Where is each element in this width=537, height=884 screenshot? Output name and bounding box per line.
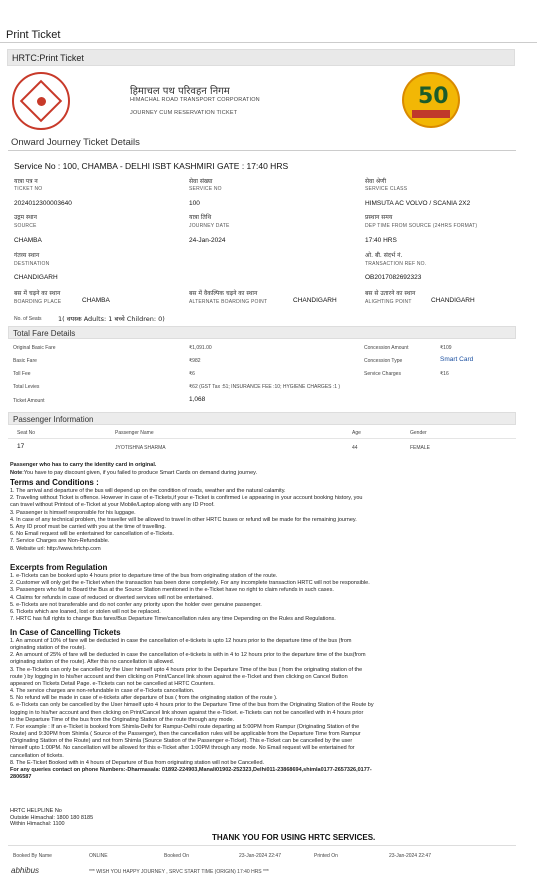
excerpt-item: 6. Tickets which are loaned, lost or stolen will not be replaced. — [10, 609, 161, 616]
fare-section-header — [8, 326, 516, 339]
service-no-value: 100 — [189, 200, 200, 207]
table-divider — [8, 438, 516, 439]
cancel-heading: In Case of Cancelling Tickets — [10, 628, 121, 637]
page-title: Print Ticket — [6, 29, 61, 41]
seats-label: No. of Seats — [14, 316, 42, 322]
cancel-list — [10, 638, 526, 781]
col-gender: Gender — [410, 430, 427, 436]
ticket-no-hindi: यात्रा पत्र न — [14, 178, 38, 185]
passenger-section-header — [8, 412, 516, 425]
col-age: Age — [352, 430, 361, 436]
onward-divider — [8, 150, 516, 151]
col-passenger-name: Passenger Name — [115, 430, 154, 436]
destination-label: DESTINATION — [14, 261, 50, 267]
service-class-hindi: सेवा श्रेणी — [365, 178, 386, 185]
dep-time-value: 17:40 HRS — [365, 237, 397, 244]
cancel-item: 8. The E-Ticket Booked with in 4 hours of Departure of Bus from originating station will not be Cancelled. — [10, 759, 265, 766]
journey-date-hindi: यात्रा तिथि — [189, 214, 212, 221]
toll-fee-value: ₹6 — [189, 371, 195, 377]
service-class-label: SERVICE CLASS — [365, 186, 408, 192]
booked-on-value: 23-Jan-2024 22:47 — [239, 853, 281, 859]
passenger-age: 44 — [352, 445, 358, 451]
wish-message: *** WISH YOU HAPPY JOURNEY , SRVC START TIME (ORIGIN) 17:40 HRS *** — [89, 869, 269, 875]
org-name-english: HIMACHAL ROAD TRANSPORT CORPORATION — [130, 97, 260, 103]
cancel-item: 5. No refund will be made in case of e-tickets after departure of bus ( from the originating station of the route ). — [10, 695, 278, 702]
anniversary-logo-text: 50 — [418, 84, 449, 109]
passenger-seat: 17 — [17, 443, 25, 450]
destination-hindi: गंतव्य स्थान — [14, 252, 40, 259]
basic-fare-label: Basic Fare — [13, 358, 37, 364]
cancel-item: route ) by logging in to his/her account and then clicking on Print/Cancel link shown against the e-Ticket and then clicking on Cancel Button — [10, 673, 348, 680]
cancel-item: originating station of the route). After this no cancellation is allowed. — [10, 659, 175, 666]
tc-item: 6. No Email request will be entertained for cancellation of e-Tickets. — [10, 531, 174, 538]
alighting-label: ALIGHTING POINT — [365, 299, 412, 305]
ticket-subtitle: JOURNEY CUM RESERVATION TICKET — [130, 110, 238, 116]
helpline-block — [10, 808, 526, 828]
booked-by-value: ONLINE — [89, 853, 108, 859]
alt-boarding-label: ALTERNATE BOARDING POINT — [189, 299, 268, 305]
excerpt-item: 3. Passengers who fail to Board the Bus at the Source Station mentioned in the e-Ticket have no right to claim refunds in such cases. — [10, 587, 334, 594]
fare-heading: Total Fare Details — [13, 329, 76, 338]
excerpt-item: 1. e-Tickets can be booked upto 4 hours prior to departure time of the bus from originating station of the route. — [10, 573, 278, 579]
excerpt-item: 4. Claims for refunds in case of reduced or diverted services will not be entertained. — [10, 594, 213, 601]
footer-divider — [8, 845, 516, 846]
total-levies-label: Total Levies — [13, 384, 40, 390]
booked-by-label: Booked By Name — [13, 853, 52, 859]
helpline-title: HRTC HELPLINE No — [10, 808, 62, 814]
ticket-no-label: TICKET NO — [14, 186, 43, 192]
service-class-value: HIMSUTA AC VOLVO / SCANIA 2X2 — [365, 200, 471, 207]
tc-item: 1. The arrival and departure of the bus will depend up on the condition of roads, weather and the natural calamity. — [10, 488, 286, 494]
journey-date-value: 24-Jan-2024 — [189, 237, 226, 244]
section-title: HRTC:Print Ticket — [12, 53, 84, 63]
title-divider — [0, 42, 537, 43]
alighting-value: CHANDIGARH — [431, 297, 475, 304]
cancel-item: Route) and 9:30PM from Shimla ( Source of the Passenger), then the cancellation rules will be applicable from the Departure Time from Rampur — [10, 731, 361, 738]
concession-amount-value: ₹109 — [440, 345, 452, 351]
tc-item: 5. Any ID proof must be carried with you at the time of travelling. — [10, 524, 166, 531]
cancel-item: himself upto 1:00PM. No cancellation will be allowed for this e-Ticket after 1:00PM through any mode. No Email request will be entertained for — [10, 745, 355, 752]
concession-type-value: Smart Card — [440, 356, 474, 363]
passenger-name: JYOTISHNA SHARMA — [115, 445, 166, 451]
anniversary-logo-icon — [402, 72, 460, 128]
passenger-gender: FEMALE — [410, 445, 431, 451]
source-value: CHAMBA — [14, 237, 42, 244]
helpline-outside: Outside Himachal: 1800 180 8185 — [10, 814, 94, 821]
alighting-hindi: बस से उतारने का स्थान — [365, 290, 416, 297]
cancel-item: 2. An amount of 25% of fare will be deducted in case the cancellation of e-tickets is with in 4 to 12 hours prior to the departure time of the bus(from — [10, 652, 366, 659]
concession-type-label: Concession Type — [364, 358, 403, 364]
service-charges-label: Service Charges — [364, 371, 401, 377]
transaction-value: OB2017082692323 — [365, 274, 422, 281]
excerpts-heading: Excerpts from Regulation — [10, 563, 108, 572]
service-no-hindi: सेवा संख्या — [189, 178, 213, 185]
printed-on-label: Printed On — [314, 853, 338, 859]
note-label: Note — [10, 470, 23, 476]
queries-line: For any queries contact on phone Numbers:-Dharmasala: 01892-224903,Manali01902-252323,Delhi011-23868694,shimla0177-2657326,0177- — [10, 766, 372, 773]
service-charges-value: ₹16 — [440, 371, 449, 377]
website-link[interactable]: 8. Website url: http://www.hrtchp.com — [10, 545, 101, 552]
service-no-label: SERVICE NO — [189, 186, 222, 192]
cancel-item: 3. The e-Tickets can only be cancelled by the User himself upto 4 hours prior to the Departure Time of the bus ( from the originating station of the — [10, 666, 363, 673]
boarding-label: BOARDING PLACE — [14, 299, 62, 305]
toll-fee-label: Toll Fee — [13, 371, 31, 377]
concession-amount-label: Concession Amount — [364, 345, 409, 351]
transaction-hindi: ओ. बी. संदर्भ नं. — [365, 252, 403, 259]
excerpt-item: 2. Customer will only get the e-Ticket when the transaction has been done completely. For any incomplete transaction HRTC will not be responsible. — [10, 580, 370, 587]
cancel-item: to the Departure Time of the bus from the Originating Station of the route through any mode. — [10, 716, 235, 723]
boarding-hindi: बस में चढ़ने का स्थान — [14, 290, 61, 297]
excerpt-item: 7. HRTC has full rights to change Bus fares/Bus Departure Time/cancellation rules any time Depending on the Rules and Regulations. — [10, 616, 336, 623]
ticket-amount-value: 1,068 — [189, 396, 206, 403]
total-levies-value: ₹62 (GST Tax :51; INSURANCE FEE :10; HYGIENE CHARGES :1 ) — [189, 384, 341, 390]
cancel-item: appeared on Tickets Detail Page. e-Tickets can not be cancelled at HRTC Counters. — [10, 680, 215, 687]
excerpts-list — [10, 573, 526, 623]
printed-on-value: 23-Jan-2024 22:47 — [389, 853, 431, 859]
transaction-label: TRANSACTION REF NO. — [365, 261, 427, 267]
thanks-message: THANK YOU FOR USING HRTC SERVICES. — [212, 833, 376, 842]
ticket-no-value: 2024012300003640 — [14, 200, 72, 207]
section-header — [7, 49, 515, 66]
tc-item: 2. Traveling without Ticket is offence. However in case of e-Tickets,if your e-Ticket is confirmed i.e appearing in your account booking history, you — [10, 495, 363, 502]
tc-item: 7. Service Charges are Non-Refundable. — [10, 538, 110, 545]
original-fare-value: ₹1,091.00 — [189, 345, 212, 351]
queries-line-2: 2806587 — [10, 773, 32, 780]
cancel-item: originating station of the route). — [10, 645, 86, 652]
discount-note — [10, 470, 526, 477]
tc-item: 4. In case of any technical problem, the traveller will be allowed to travel in other HRTC buses or refund will be made for the remaining journey. — [10, 516, 357, 523]
alt-boarding-hindi: बस में वैकल्पिक चढ़ने का स्थान — [189, 290, 258, 297]
cancel-item: cancellation of tickets. — [10, 752, 64, 759]
excerpt-item: 5. e-Tickets are not transferable and do not confer any priority upon the holder over genuine passenger. — [10, 601, 262, 608]
basic-fare-value: ₹982 — [189, 358, 201, 364]
hrtc-logo-icon — [12, 72, 70, 130]
cancel-item: 1. An amount of 10% of fare will be deducted in case the cancellation of e-tickets is upto 12 hours prior to the departure time of the bus (from — [10, 638, 352, 644]
passenger-heading: Passenger Information — [13, 415, 94, 424]
cancel-item: 4. The service charges are non-refundable in case of e-Tickets cancellation. — [10, 688, 195, 695]
dep-time-label: DEP TIME FROM SOURCE (24HRS FORMAT) — [365, 223, 478, 229]
cancel-item: 6. e-Tickets can only be cancelled by the User himself upto 4 hours prior to the Departure Time of the bus from the Originating Station of the Route by — [10, 702, 374, 709]
cancel-item: (Originating Station of the Route) and not from Shimla (Source Station of the Passenger e-Ticket). This e-Ticket can be cancelled by the user — [10, 738, 353, 745]
boarding-value: CHAMBA — [82, 297, 110, 304]
org-name-hindi: हिमाचल पथ परिवहन निगम — [130, 86, 230, 97]
abhibus-logo: abhibus — [11, 866, 40, 875]
tc-item: 3. Passenger is himself responsible for his luggage. — [10, 509, 136, 516]
tc-heading: Terms and Conditions : — [10, 478, 99, 487]
dep-time-hindi: प्रस्थान समय — [365, 214, 393, 221]
tc-item: can travel without Printout of e-Ticket at your Mobile/Laptop along with any ID Proof. — [10, 502, 215, 509]
service-line: Service No : 100, CHAMBA - DELHI ISBT KASHMIRI GATE : 17:40 HRS — [14, 161, 289, 171]
cancel-item: logging in to his/her account and then clicking on Print/Cancel link shown against the e-Ticket. e-Tickets can not be cancelled with in 4 hours prior — [10, 709, 364, 716]
source-hindi: उद्गम स्थान — [14, 214, 37, 221]
original-fare-label: Original Basic Fare — [13, 345, 56, 351]
journey-date-label: JOURNEY DATE — [189, 223, 230, 229]
alt-boarding-value: CHANDIGARH — [293, 297, 337, 304]
source-label: SOURCE — [14, 223, 37, 229]
note-text: :You have to pay discount given, if you failed to produce Smart Cards on demand during journey. — [22, 470, 258, 476]
col-seat-no: Seat No — [17, 430, 36, 436]
destination-value: CHANDIGARH — [14, 274, 58, 281]
helpline-within: Within Himachal: 1100 — [10, 821, 65, 827]
id-note: Passenger who has to carry the identity card in original. — [10, 462, 157, 468]
cancel-item: 7. For example : If an e-Ticket is booked from Shimla-Delhi for Rampur-Delhi route departing at 5:00PM from Rampur (Originating Station of the — [10, 723, 360, 730]
ticket-amount-label: Ticket Amount — [13, 398, 45, 404]
onward-heading: Onward Journey Ticket Details — [11, 137, 140, 148]
booked-on-label: Booked On — [164, 853, 190, 859]
seats-value: 1( वयस्क Adults: 1 बच्चे Children: 0) — [58, 315, 165, 323]
tc-list — [10, 488, 526, 553]
